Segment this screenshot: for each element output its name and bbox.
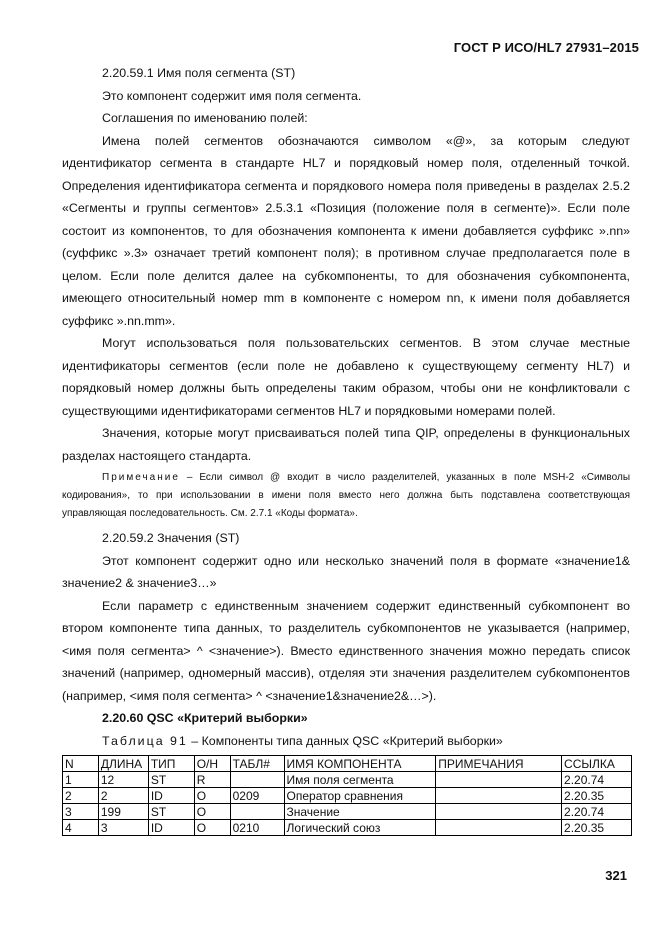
paragraph-qip-values: Значения, которые могут присваиваться полей типа QIP, определены в функциональных разделах настоящего стандарта.	[62, 426, 630, 463]
table-cell	[436, 820, 562, 836]
table-caption	[62, 730, 630, 753]
table-cell: ST	[148, 772, 194, 788]
table-header-row	[63, 756, 632, 772]
col-header: О/Н	[194, 756, 230, 772]
section-heading-2-20-59-1: 2.20.59.1 Имя поля сегмента (ST)	[102, 66, 296, 80]
table-cell: 2	[63, 788, 99, 804]
table-cell: 0210	[230, 820, 284, 836]
table-row	[63, 788, 632, 804]
table-cell: 199	[98, 804, 148, 820]
table-cell: O	[194, 820, 230, 836]
paragraph-component-desc: Это компонент содержит имя поля сегмента.	[102, 88, 362, 103]
col-header: ДЛИНА	[98, 756, 148, 772]
col-header: ИМЯ КОМПОНЕНТА	[284, 756, 436, 772]
table-cell	[436, 804, 562, 820]
qsc-components-table	[62, 755, 632, 836]
table-cell: Имя поля сегмента	[284, 772, 436, 788]
table-cell: Логический союз	[284, 820, 436, 836]
table-caption-label: Таблица 91	[102, 733, 188, 748]
table-cell	[436, 772, 562, 788]
col-header: ССЫЛКА	[562, 756, 632, 772]
note-text: – Если символ @ входит в число разделителей, указанных в поле MSH-2 «Символы кодирования», то при использовании в имени поля вместо него должна быть подставлена соответствующая управляющая последовательность. См. 2.7.1 «Коды формата».	[62, 472, 630, 519]
paragraph-single-value: Если параметр с единственным значением содержит единственный субкомпонент во втором компоненте типа данных, то разделитель субкомпонентов не указывается (например, <имя поля сегмента> ^ <значение>). Вместо единственного значения можно передать список значений (например, одномерный массив), отделяя эти значения разделителем субкомпонентов (например, <имя поля сегмента> ^ <значение1&значение2&…>).	[62, 598, 630, 703]
section-heading-2-20-60: 2.20.60 QSC «Критерий выборки»	[102, 711, 308, 725]
table-cell: 2.20.35	[562, 788, 632, 804]
table-cell: ID	[148, 820, 194, 836]
note	[62, 469, 630, 523]
table-cell: 1	[63, 772, 99, 788]
col-header: ТИП	[148, 756, 194, 772]
table-row	[63, 820, 632, 836]
page-number: 321	[605, 868, 627, 883]
table-cell: O	[194, 788, 230, 804]
table-cell: O	[194, 804, 230, 820]
table-cell	[436, 788, 562, 804]
page-body	[62, 62, 630, 836]
section-heading-2-20-59-2: 2.20.59.2 Значения (ST)	[102, 531, 240, 545]
paragraph-user-segments: Могут использоваться поля пользовательских сегментов. В этом случае местные идентификаторы сегментов (если поле не добавлено к существующему сегменту HL7) и порядковый номер должны быть определены таким образом, чтобы они не конфликтовали с существующими идентификаторами сегментов HL7 и порядковыми номерами полей.	[62, 336, 630, 418]
table-cell: 2.20.74	[562, 804, 632, 820]
note-label: Примечание	[102, 472, 180, 483]
table-cell: 12	[98, 772, 148, 788]
table-cell: 3	[63, 804, 99, 820]
col-header: ПРИМЕЧАНИЯ	[436, 756, 562, 772]
table-cell: 3	[98, 820, 148, 836]
table-cell: 0209	[230, 788, 284, 804]
table-cell: Значение	[284, 804, 436, 820]
table-cell: Оператор сравнения	[284, 788, 436, 804]
table-cell	[230, 804, 284, 820]
table-cell: R	[194, 772, 230, 788]
table-cell: ID	[148, 788, 194, 804]
table-cell: 2	[98, 788, 148, 804]
document-header: ГОСТ Р ИСО/HL7 27931–2015	[453, 40, 639, 55]
paragraph-values-format: Этот компонент содержит одно или несколько значений поля в формате «значение1& значение2 & значение3…»	[62, 553, 630, 590]
table-cell: 2.20.74	[562, 772, 632, 788]
table-cell: 2.20.35	[562, 820, 632, 836]
table-cell: ST	[148, 804, 194, 820]
col-header: N	[63, 756, 99, 772]
table-row	[63, 772, 632, 788]
table-caption-text: – Компоненты типа данных QSC «Критерий выборки»	[187, 733, 503, 748]
table-cell: 4	[63, 820, 99, 836]
table-cell	[230, 772, 284, 788]
col-header: ТАБЛ#	[230, 756, 284, 772]
paragraph-field-names: Имена полей сегментов обозначаются символом «@», за которым следуют идентификатор сегмента в стандарте HL7 и порядковый номер поля, отделенный точкой. Определения идентификатора сегмента и порядкового номера поля приведены в разделах 2.5.2 «Сегменты и группы сегментов» 2.5.3.1 «Позиция (положение поля в сегменте)». Если поле состоит из компонентов, то для обозначения компонента к имени добавляется суффикс ».nn» (суффикс ».3» означает третий компонент поля); в противном случае предполагается поле в целом. Если поле делится далее на субкомпоненты, то для обозначения субкомпонента, имеющего относительный номер mm в компоненте с номером nn, к имени поля добавляется суффикс ».nn.mm».	[62, 133, 630, 328]
paragraph-naming-conventions: Соглашения по именованию полей:	[102, 111, 308, 125]
table-row	[63, 804, 632, 820]
